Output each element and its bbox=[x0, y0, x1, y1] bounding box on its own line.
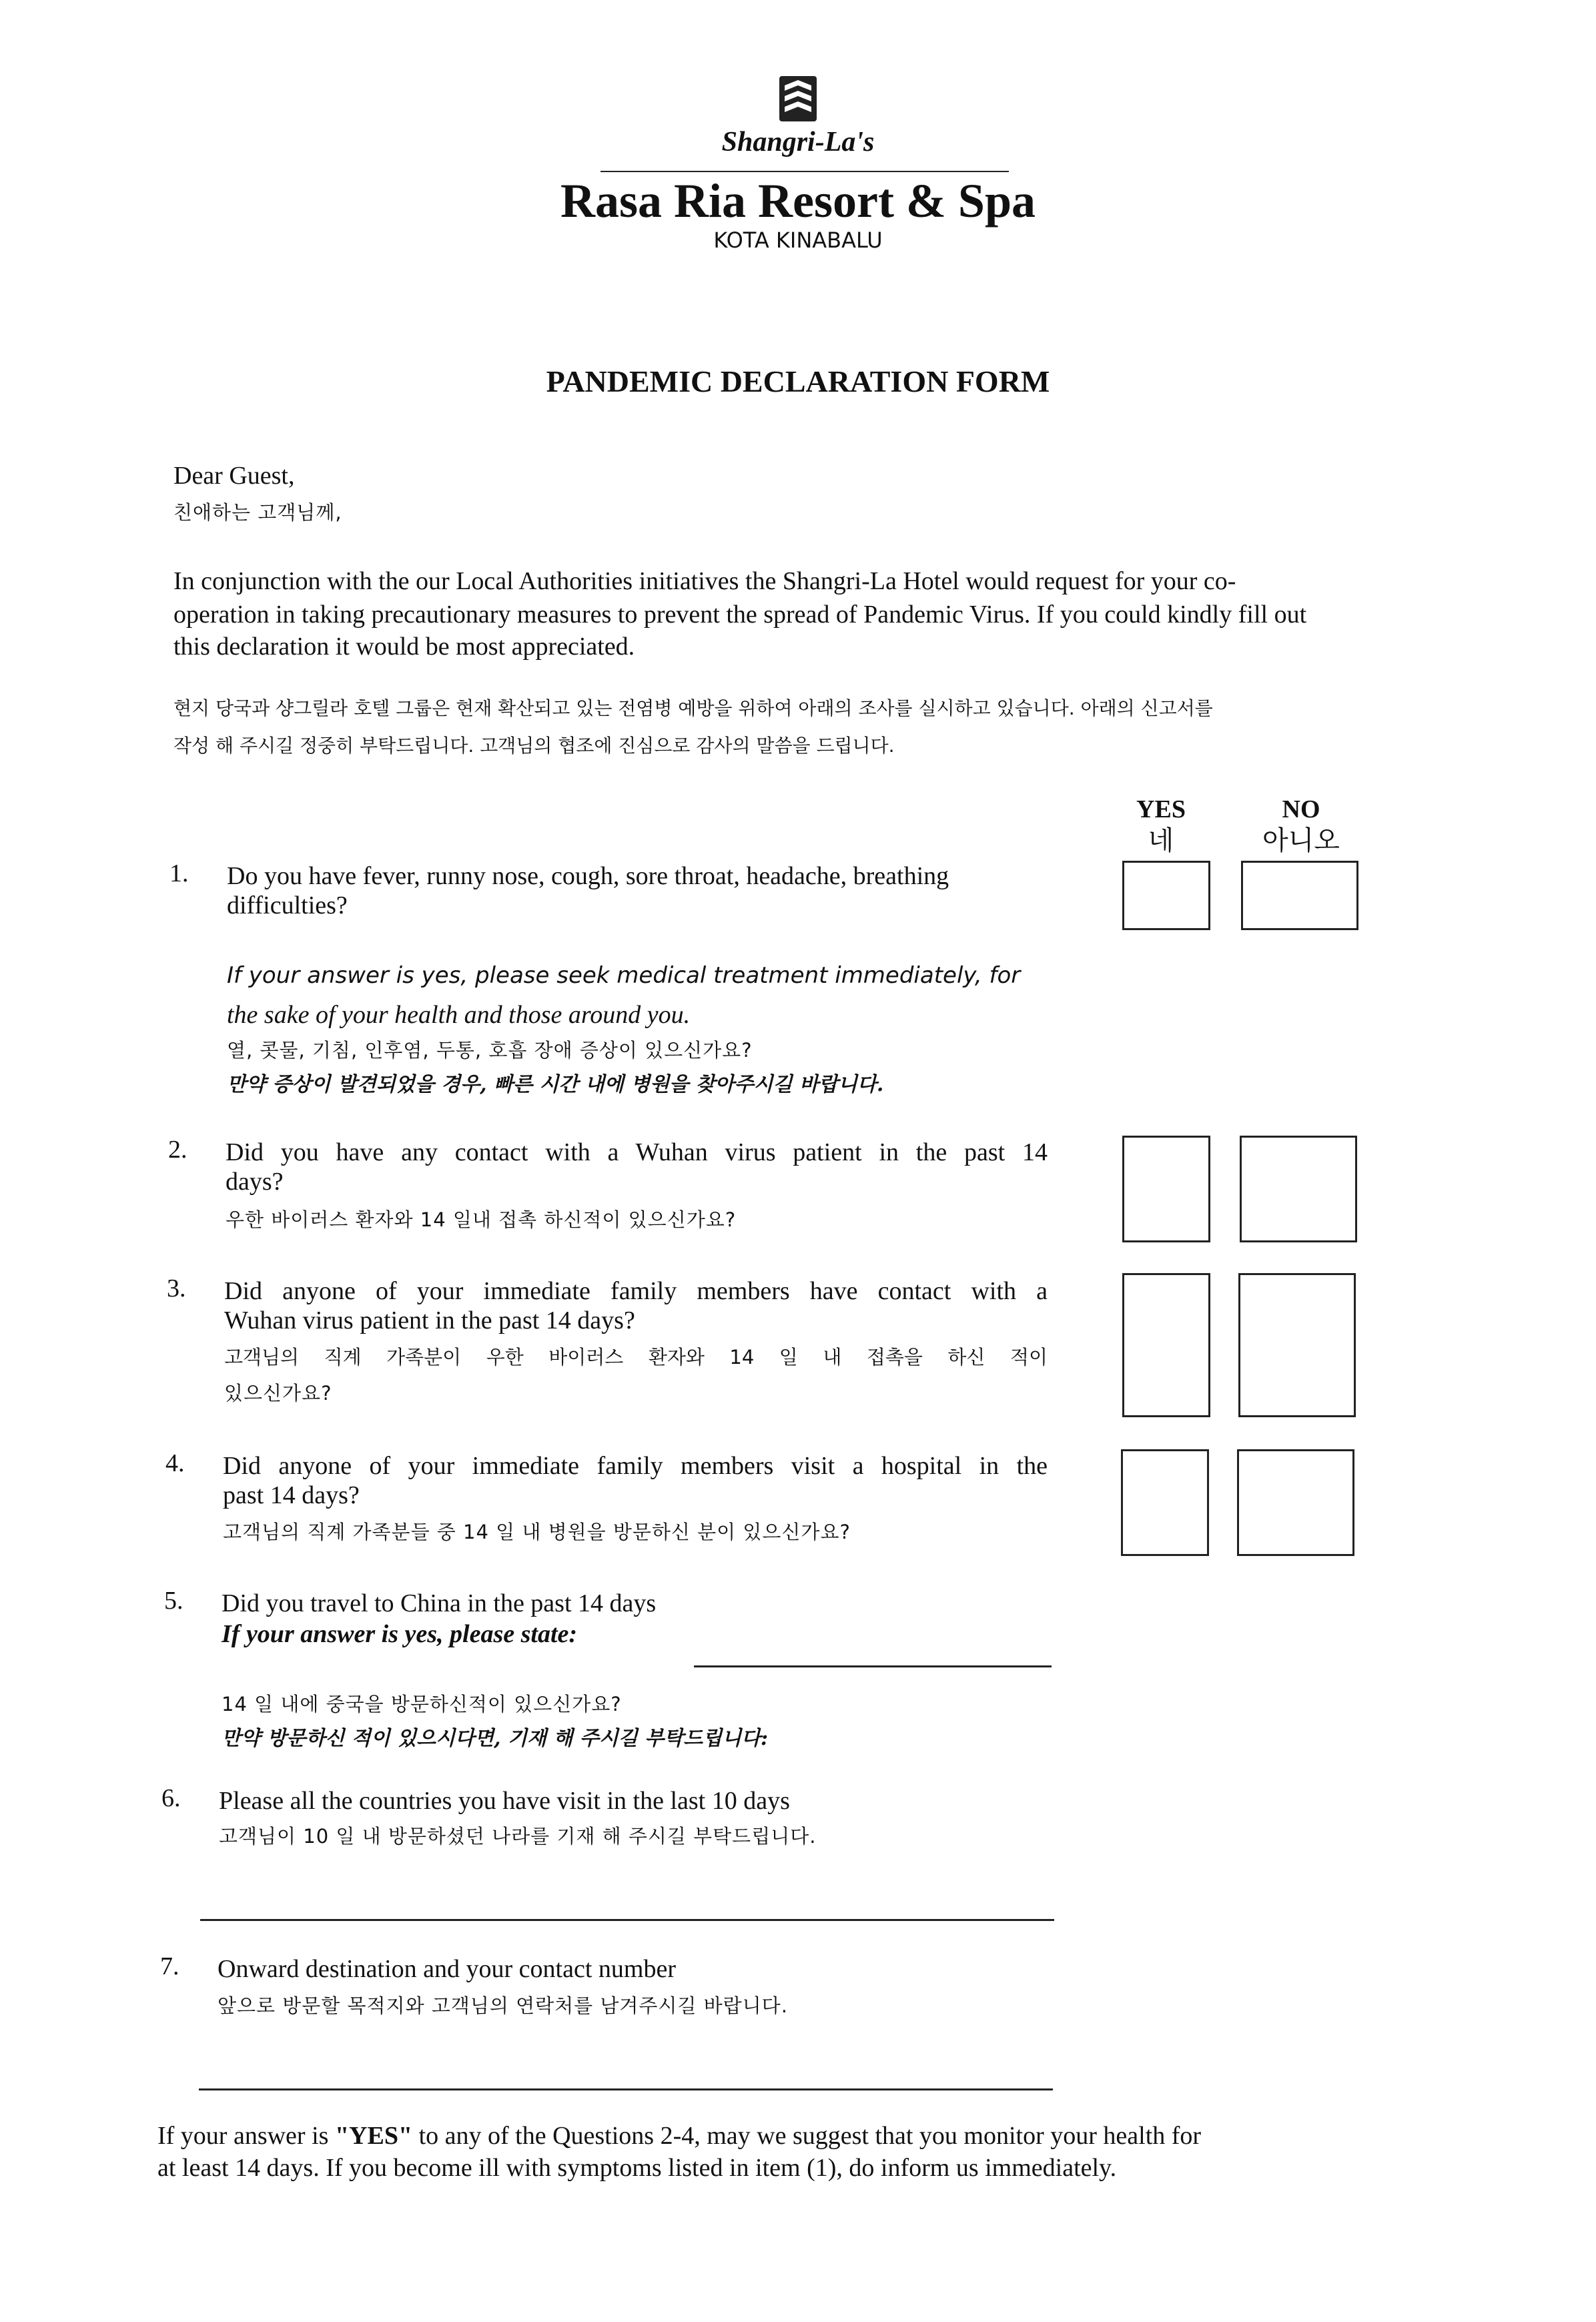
brand-name: Shangri-La's bbox=[721, 127, 875, 157]
question-1-en-line-1: Do you have fever, runny nose, cough, sore throat, headache, breathing bbox=[227, 862, 949, 890]
question-4-en-line-1: Did anyone of your immediate family members visit a hospital in the bbox=[223, 1452, 1048, 1480]
question-6-answer-field[interactable] bbox=[200, 1919, 1054, 1921]
question-3-number: 3. bbox=[167, 1274, 186, 1302]
question-3-yes-checkbox[interactable] bbox=[1122, 1273, 1210, 1417]
question-7-ko: 앞으로 방문할 목적지와 고객님의 연락처를 남겨주시길 바랍니다. bbox=[218, 1994, 788, 2017]
question-2-no-checkbox[interactable] bbox=[1240, 1136, 1357, 1242]
question-1-yes-checkbox[interactable] bbox=[1122, 861, 1210, 930]
question-7-number: 7. bbox=[160, 1952, 179, 1980]
question-2-ko: 우한 바이러스 환자와 14 일내 접촉 하신적이 있으신가요? bbox=[226, 1208, 737, 1231]
intro-en-line-2: operation in taking precautionary measures to prevent the spread of Pandemic Virus. If you could kindly fill out bbox=[173, 601, 1307, 629]
question-5-number: 5. bbox=[164, 1587, 183, 1615]
footer-note-line-1 bbox=[157, 2120, 1201, 2151]
footer-note-pre: If your answer is bbox=[157, 2122, 335, 2150]
intro-ko-line-2: 작성 해 주시길 정중히 부탁드립니다. 고객님의 협조에 진심으로 감사의 말씀을 드립니다. bbox=[173, 735, 895, 757]
question-1-ko-note: 만약 증상이 발견되었을 경우, 빠른 시간 내에 병원을 찾아주시길 바랍니다. bbox=[227, 1073, 884, 1096]
question-3-no-checkbox[interactable] bbox=[1238, 1273, 1356, 1417]
question-4-yes-checkbox[interactable] bbox=[1121, 1449, 1209, 1556]
column-no-ko: 아니오 bbox=[1262, 825, 1340, 856]
question-5-ko-line-2: 만약 방문하신 적이 있으시다면, 기재 해 주시길 부탁드립니다: bbox=[222, 1727, 769, 1750]
question-5-en-line-1: Did you travel to China in the past 14 days bbox=[222, 1589, 657, 1617]
footer-note-line-2: at least 14 days. If you become ill with symptoms listed in item (1), do inform us immediately. bbox=[157, 2154, 1117, 2182]
question-4-no-checkbox[interactable] bbox=[1237, 1449, 1354, 1556]
column-yes-en: YES bbox=[1136, 795, 1186, 823]
column-yes-ko: 네 bbox=[1148, 825, 1174, 856]
question-5-ko-line-1: 14 일 내에 중국을 방문하신적이 있으신가요? bbox=[222, 1693, 622, 1715]
question-5-en-line-2: If your answer is yes, please state: bbox=[222, 1620, 578, 1648]
question-4-en-line-2: past 14 days? bbox=[223, 1481, 360, 1509]
greeting-en: Dear Guest, bbox=[173, 462, 295, 490]
question-1-en-line-2: difficulties? bbox=[227, 891, 348, 919]
question-1-number: 1. bbox=[169, 859, 189, 887]
question-3-en-line-2: Wuhan virus patient in the past 14 days? bbox=[224, 1306, 635, 1334]
question-1-note-line-1: If your answer is yes, please seek medical treatment immediately, for bbox=[227, 962, 1021, 989]
question-1-ko: 열, 콧물, 기침, 인후염, 두통, 호흡 장애 증상이 있으신가요? bbox=[227, 1039, 753, 1062]
question-7-en: Onward destination and your contact number bbox=[218, 1955, 676, 1983]
question-2-en-line-1: Did you have any contact with a Wuhan virus patient in the past 14 bbox=[226, 1138, 1048, 1166]
intro-en-line-3: this declaration it would be most appreciated. bbox=[173, 633, 635, 661]
shangri-la-emblem-icon bbox=[778, 75, 818, 123]
footer-note-post: to any of the Questions 2-4, may we suggest that you monitor your health for bbox=[412, 2122, 1202, 2150]
question-3-en-line-1: Did anyone of your immediate family members have contact with a bbox=[224, 1277, 1048, 1305]
question-6-ko: 고객님이 10 일 내 방문하셨던 나라를 기재 해 주시길 부탁드립니다. bbox=[219, 1825, 817, 1848]
question-2-en-line-2: days? bbox=[226, 1168, 284, 1196]
resort-location: KOTA KINABALU bbox=[713, 228, 883, 253]
question-7-answer-field[interactable] bbox=[199, 2088, 1053, 2090]
question-5-answer-field[interactable] bbox=[694, 1665, 1052, 1667]
intro-en-line-1: In conjunction with the our Local Authorities initiatives the Shangri-La Hotel would request for your co- bbox=[173, 567, 1236, 595]
resort-name: Rasa Ria Resort & Spa bbox=[560, 174, 1036, 228]
question-1-note-line-2: the sake of your health and those around you. bbox=[227, 1001, 691, 1029]
question-1-no-checkbox[interactable] bbox=[1241, 861, 1358, 930]
question-6-en: Please all the countries you have visit in the last 10 days bbox=[219, 1787, 790, 1815]
question-2-yes-checkbox[interactable] bbox=[1122, 1136, 1210, 1242]
question-3-ko-line-1: 고객님의 직계 가족분이 우한 바이러스 환자와 14 일 내 접촉을 하신 적이 bbox=[224, 1346, 1048, 1369]
question-3-ko-line-2: 있으신가요? bbox=[224, 1382, 332, 1405]
footer-note-yes: "YES" bbox=[334, 2122, 413, 2150]
column-no-en: NO bbox=[1282, 795, 1320, 823]
form-title: PANDEMIC DECLARATION FORM bbox=[546, 364, 1050, 398]
question-6-number: 6. bbox=[161, 1784, 181, 1812]
question-4-number: 4. bbox=[165, 1449, 185, 1477]
intro-ko-line-1: 현지 당국과 샹그릴라 호텔 그룹은 현재 확산되고 있는 전염병 예방을 위하여 아래의 조사를 실시하고 있습니다. 아래의 신고서를 bbox=[173, 697, 1213, 719]
question-2-number: 2. bbox=[168, 1136, 187, 1164]
question-4-ko: 고객님의 직계 가족분들 중 14 일 내 병원을 방문하신 분이 있으신가요? bbox=[223, 1521, 851, 1543]
greeting-ko: 친애하는 고객님께, bbox=[173, 501, 342, 524]
